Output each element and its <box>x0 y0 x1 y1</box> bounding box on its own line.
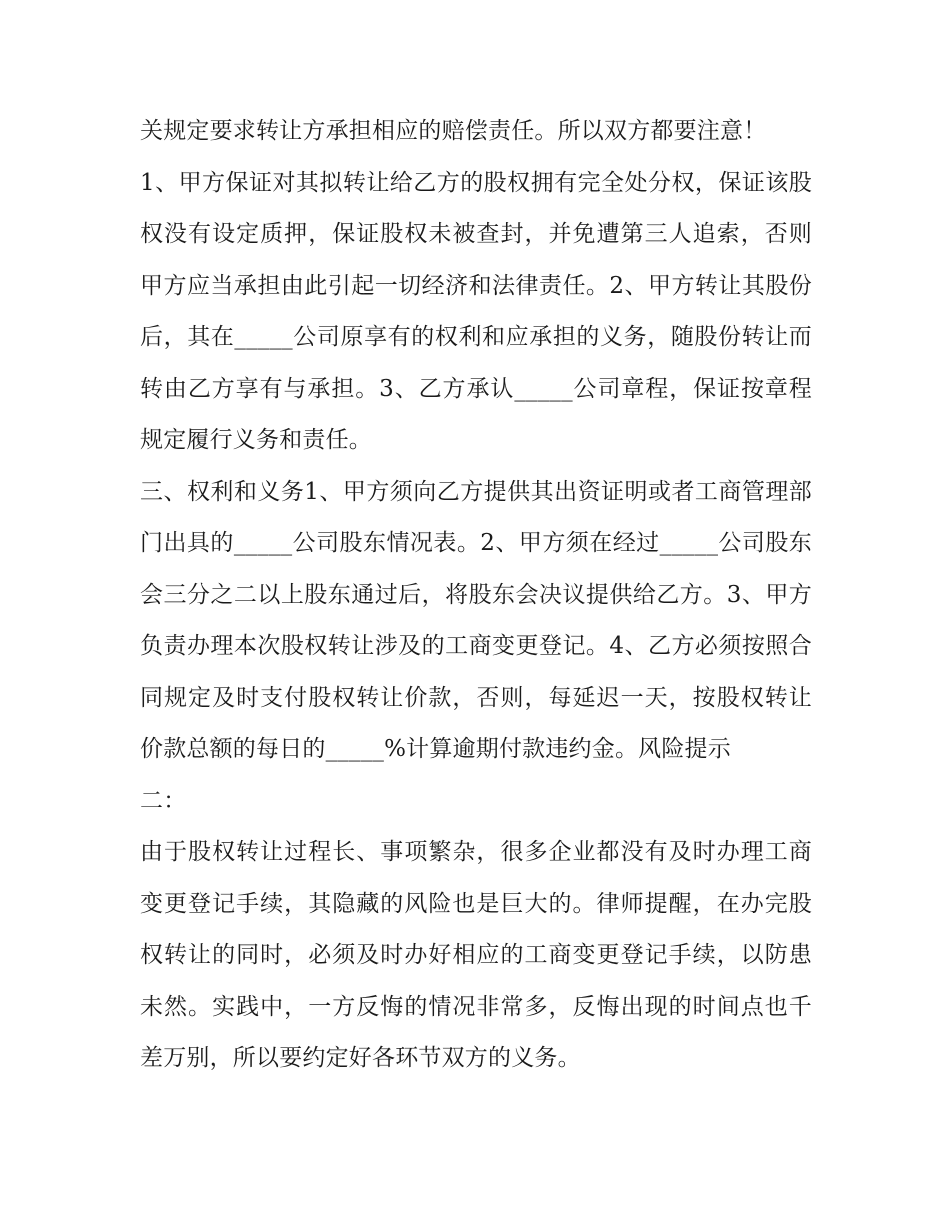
paragraph-warranties: 1、甲方保证对其拟转让给乙方的股权拥有完全处分权，保证该股权没有设定质押，保证股权未被查封，并免遭第三人追索，否则甲方应当承担由此引起一切经济和法律责任。2、甲方转让其股份后，其在_____公司原享有的权利和应承担的义务，随股份转让而转由乙方享有与承担。3、乙方承认_____公司章程，保证按章程规定履行义务和责任。 <box>140 169 812 453</box>
paragraph-liability-note: 关规定要求转让方承担相应的赔偿责任。所以双方都要注意！ <box>140 118 767 144</box>
paragraph-risk-tip: 由于股权转让过程长、事项繁杂，很多企业都没有及时办理工商变更登记手续，其隐藏的风险也是巨大的。律师提醒，在办完股权转让的同时，必须及时办好相应的工商变更登记手续，以防患未然。实践中，一方反悔的情况非常多，反悔出现的时间点也千差万别，所以要约定好各环节双方的义务。 <box>140 839 812 1071</box>
section-heading-two: 二： <box>140 787 187 814</box>
document-body <box>140 106 812 1085</box>
paragraph-rights-obligations: 三、权利和义务1、甲方须向乙方提供其出资证明或者工商管理部门出具的_____公司股东情况表。2、甲方须在经过_____公司股东会三分之二以上股东通过后，将股东会决议提供给乙方。3、甲方负责办理本次股权转让涉及的工商变更登记。4、乙方必须按照合同规定及时支付股权转让价款，否则，每延迟一天，按股权转让价款总额的每日的_____%计算逾期付款违约金。风险提示 <box>140 478 812 762</box>
